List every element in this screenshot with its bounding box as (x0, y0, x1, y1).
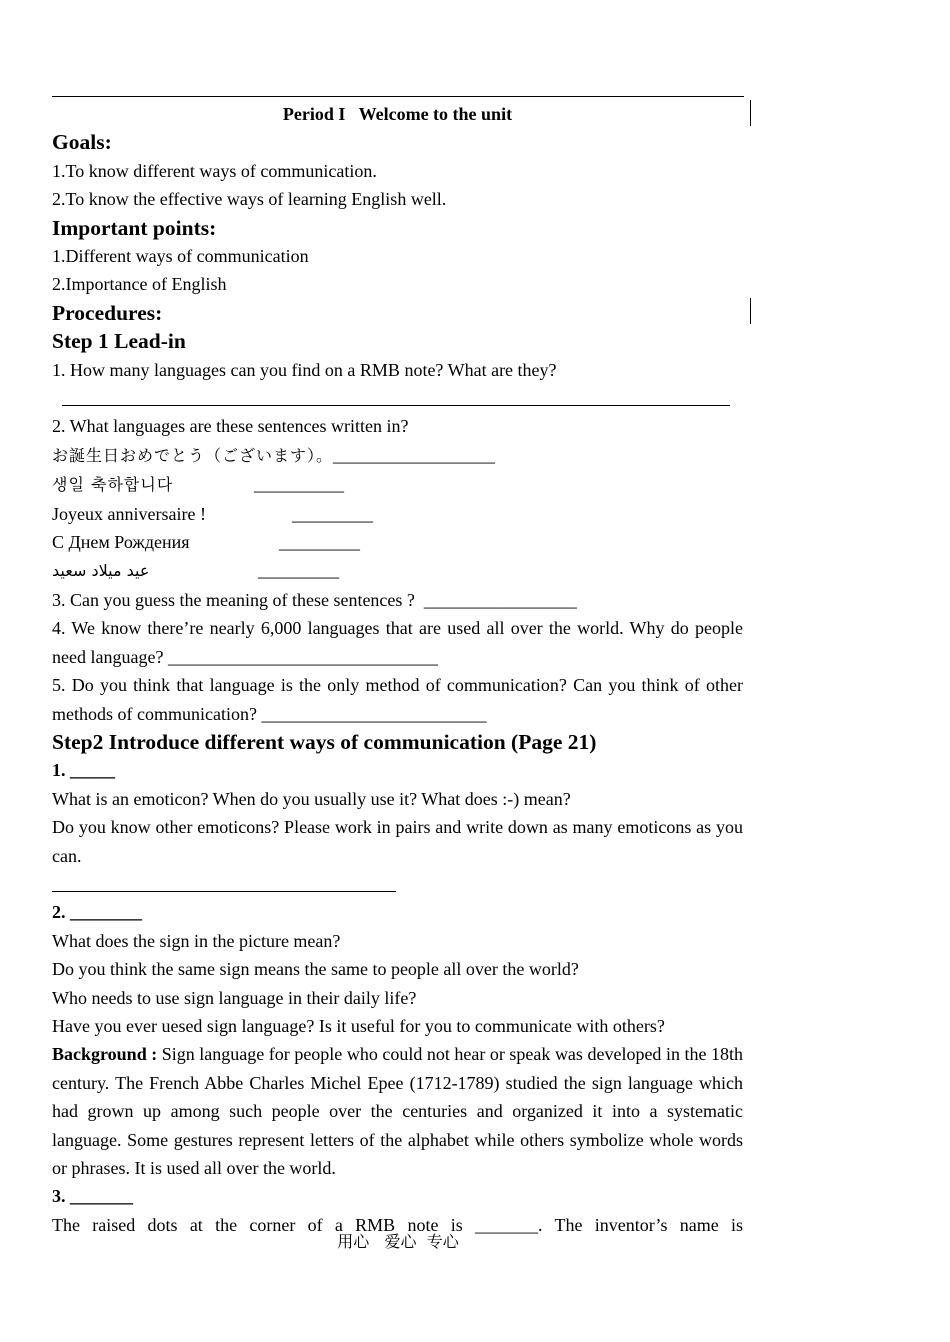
answer-blank[interactable]: _________________ (423, 589, 577, 610)
answer-blank[interactable]: _________________________ (261, 703, 487, 724)
step1-heading: Step 1 Lead-in (52, 329, 186, 354)
page-title: Period I Welcome to the unit (282, 104, 513, 124)
document-body (52, 100, 743, 1239)
sentence-row-japanese (52, 441, 743, 470)
step2-heading: Step2 Introduce different ways of communication (Page 21) (52, 729, 597, 754)
braille-text: The inventor’s name is (554, 1214, 743, 1235)
answer-blank[interactable]: _________ (279, 532, 360, 553)
background-paragraph (52, 1040, 743, 1182)
sentence-row-russian (52, 528, 743, 556)
question-2: 2. What languages are these sentences written in? (52, 416, 409, 437)
important-point-item: 2.Importance of English (52, 274, 227, 295)
margin-mark (750, 298, 751, 324)
sentence-row-korean (52, 470, 743, 499)
answer-blank[interactable]: _________ (258, 560, 339, 581)
sign-question: Have you ever uesed sign language? Is it useful for you to communicate with others? (52, 1015, 665, 1036)
sentence-russian: С Днем Рождения (52, 532, 190, 553)
emoticon-answer-line[interactable] (52, 870, 743, 898)
item-1-label (52, 756, 743, 784)
answer-blank[interactable]: ________ (70, 902, 142, 923)
answer-blank[interactable]: __________ (254, 474, 344, 495)
question-3 (52, 586, 743, 614)
answer-line-1[interactable] (52, 384, 743, 412)
item-number: 2. (52, 902, 66, 923)
answer-blank[interactable]: _______ (70, 1186, 133, 1207)
item-3-label (52, 1182, 743, 1210)
question-1: 1. How many languages can you find on a RMB note? What are they? (52, 359, 557, 380)
item-2-label (52, 898, 743, 926)
sentence-arabic: عيد ميلاد سعيد (52, 561, 150, 581)
background-text: Sign language for people who could not hear or speak was developed in the 18th century. The French Abbe Charles Michel Epee (1712-1789) studied the sign language which had grown up among such people over the centuries and organized it into a systematic language. Some gestures represent letters of the alphabet while others symbolize whole words or phrases. It is used all over the world. (52, 1044, 744, 1178)
goal-item: 2.To know the effective ways of learning English well. (52, 189, 447, 210)
braille-text: The raised dots at the corner of a RMB note is (52, 1214, 463, 1235)
sign-question: What does the sign in the picture mean? (52, 930, 341, 951)
answer-blank[interactable]: _____ (70, 760, 115, 781)
goals-heading: Goals: (52, 130, 112, 155)
sign-question: Do you think the same sign means the same to people all over the world? (52, 959, 579, 980)
goal-item: 1.To know different ways of communication. (52, 160, 377, 181)
question-3-text: 3. Can you guess the meaning of these sentences ? (52, 589, 415, 610)
answer-blank[interactable]: ______________________________ (167, 646, 438, 667)
sentence-korean: 생일 축하합니다 (52, 475, 174, 495)
background-label: Background : (52, 1044, 158, 1065)
important-point-item: 1.Different ways of communication (52, 246, 309, 267)
margin-mark (750, 100, 751, 126)
sentence-french: Joyeux anniversaire ! (52, 503, 206, 524)
important-points-heading: Important points: (52, 215, 217, 240)
page-footer: 用心 爱心 专心 (337, 1232, 459, 1251)
sentence-row-french (52, 500, 743, 528)
question-4-text: 4. We know there’re nearly 6,000 languages that are used all over the world. Why do people need language? (52, 618, 743, 667)
question-5 (52, 671, 743, 728)
item-number: 3. (52, 1186, 66, 1207)
question-4 (52, 614, 743, 671)
header-rule (52, 96, 744, 97)
emoticon-task: Do you know other emoticons? Please work in pairs and write down as many emoticons as you can. (52, 817, 743, 866)
question-5-text: 5. Do you think that language is the only method of communication? Can you think of other methods of communication? (52, 675, 743, 724)
answer-blank[interactable]: _________ (292, 503, 373, 524)
item-number: 1. (52, 760, 66, 781)
sign-question: Who needs to use sign language in their daily life? (52, 987, 417, 1008)
sentence-row-arabic (52, 556, 743, 585)
procedures-heading: Procedures: (52, 300, 163, 325)
emoticon-question: What is an emoticon? When do you usually use it? What does :-) mean? (52, 788, 571, 809)
answer-blank[interactable]: __________________ (333, 444, 496, 465)
sentence-japanese: お誕生日おめでとう（ございます）。 (52, 445, 334, 465)
answer-blank[interactable]: _______. (475, 1214, 543, 1235)
